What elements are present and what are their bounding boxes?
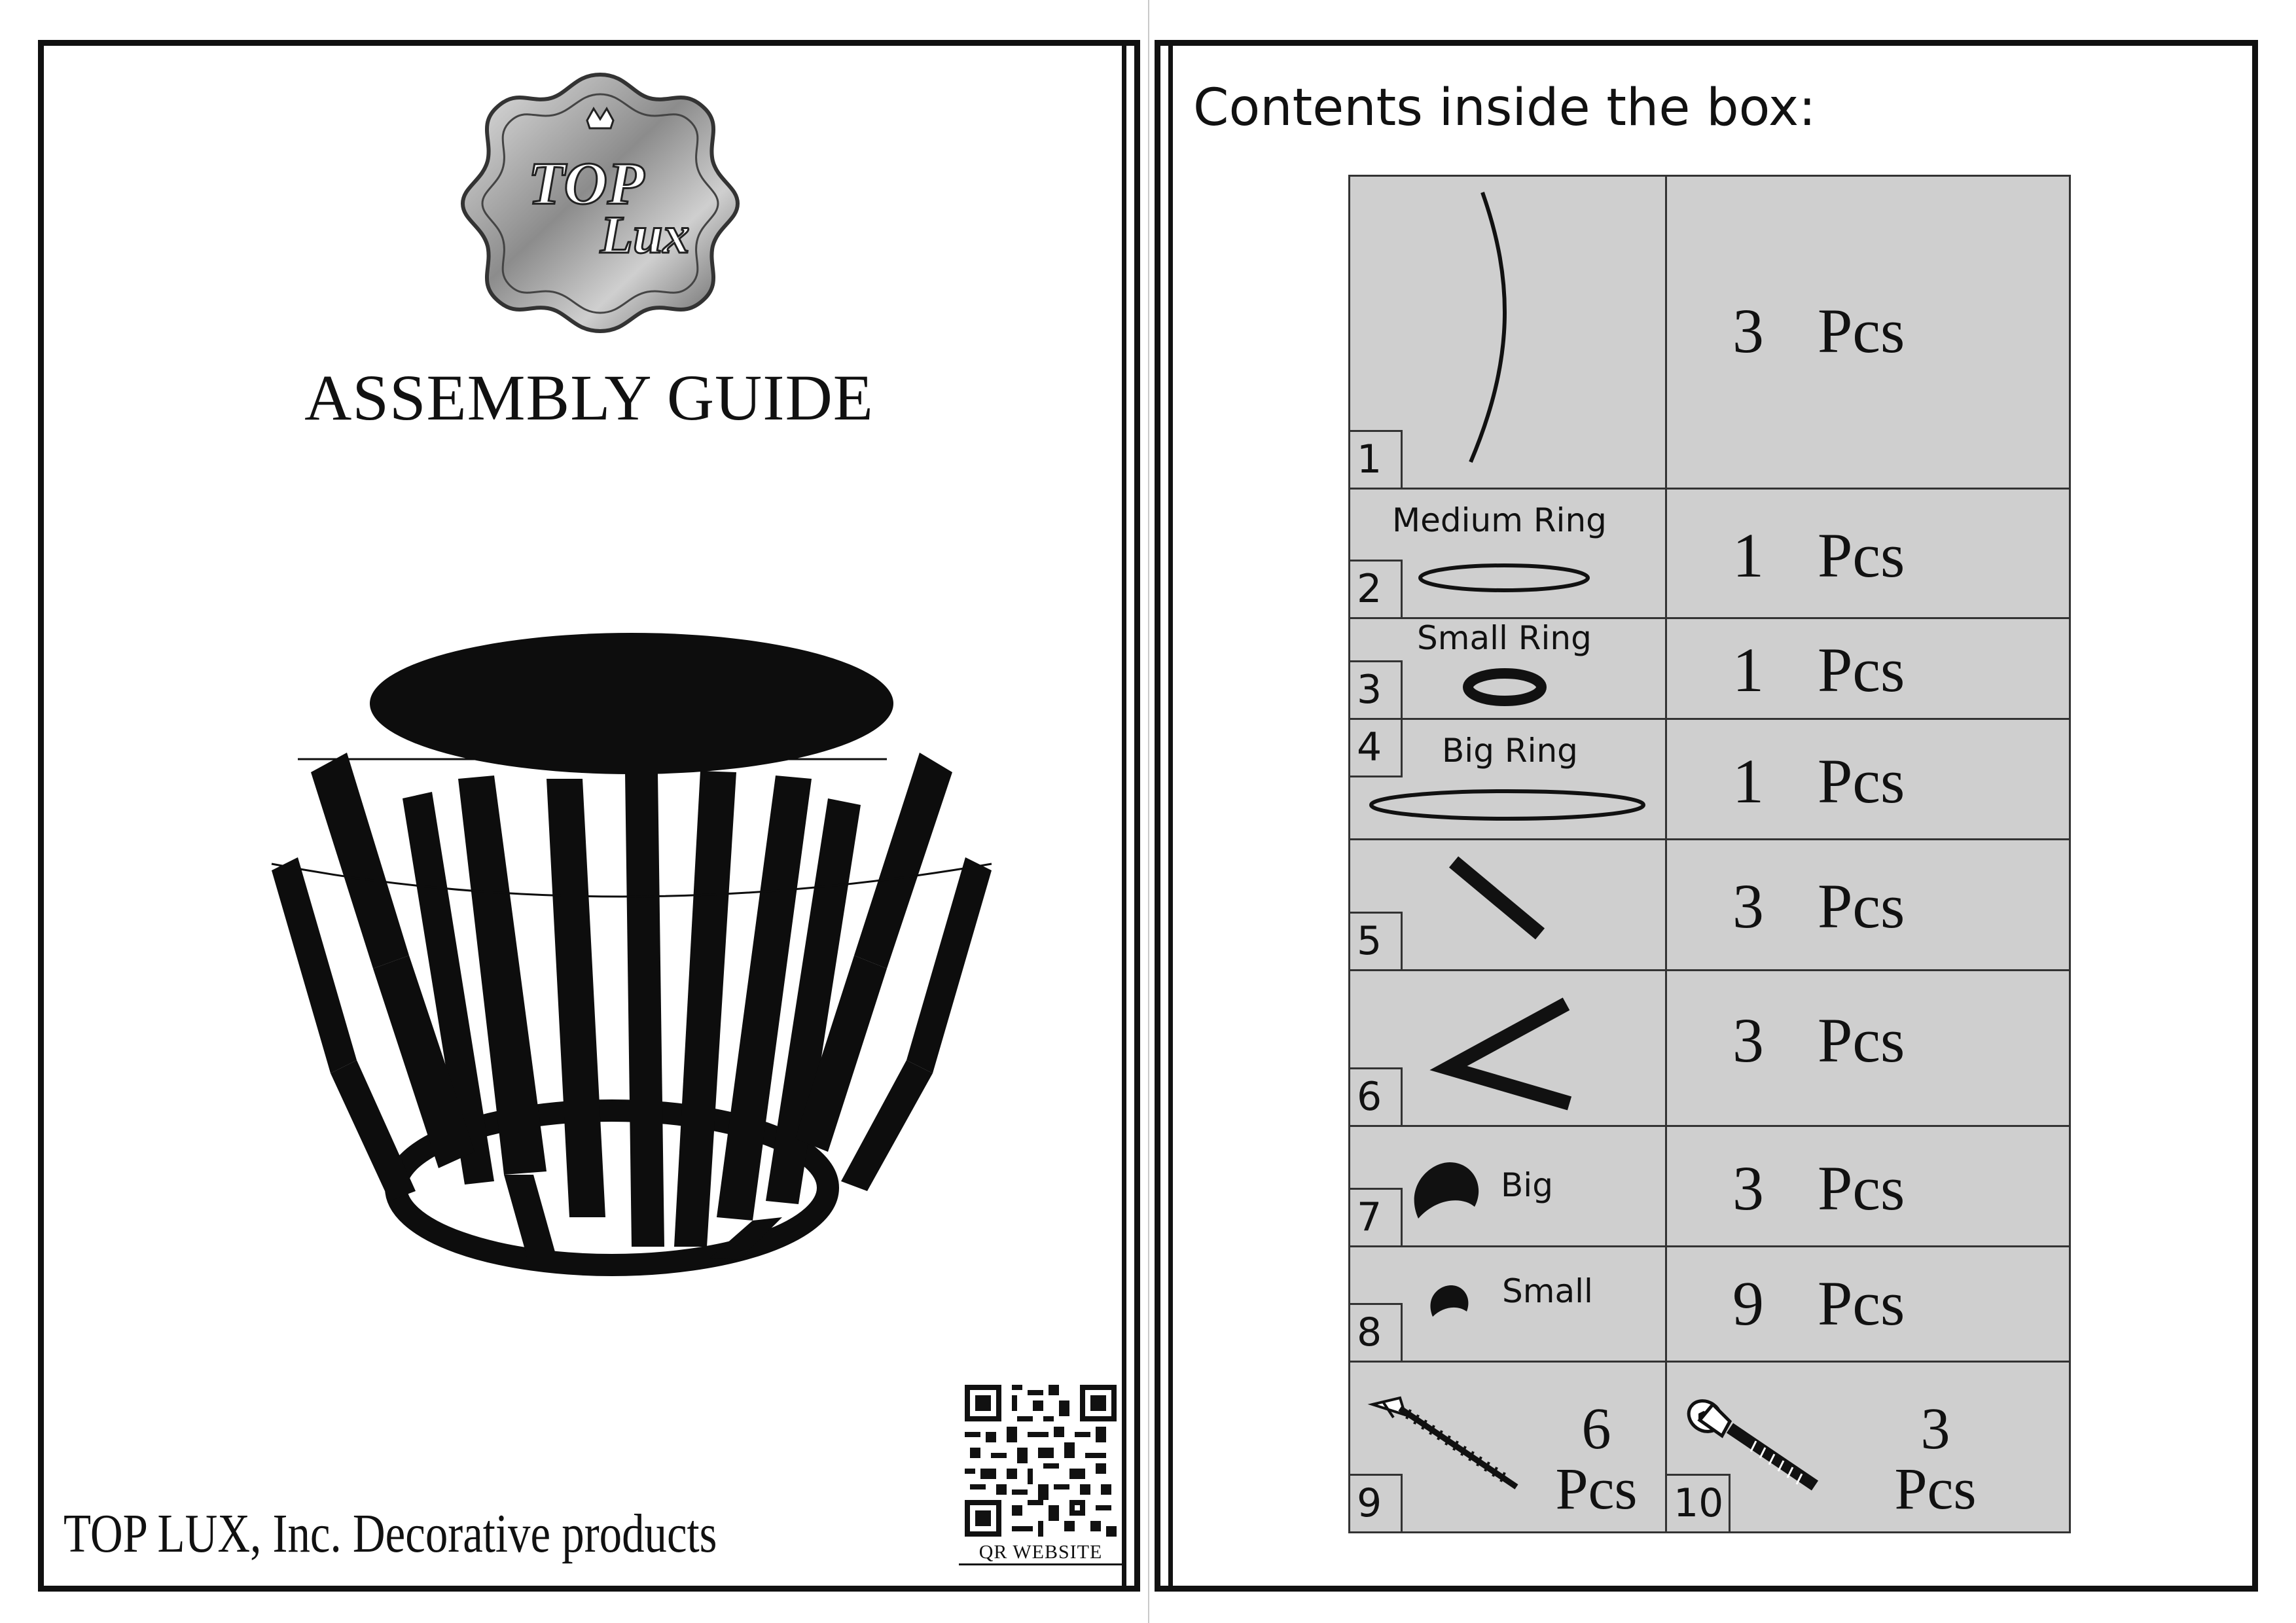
part-qty-cell (1667, 1247, 2069, 1361)
page-fold-line (1148, 0, 1149, 1623)
part-image-cell (1350, 840, 1667, 969)
big-ring-icon (1363, 785, 1651, 825)
contents-page (1155, 40, 2258, 1592)
logo-text-top: TOP (528, 150, 645, 217)
logo-text-lux: Lux (600, 205, 690, 264)
cover-page (38, 40, 1140, 1592)
part-unit: Pcs (1818, 871, 1905, 941)
part-image-cell (1350, 619, 1667, 718)
part-unit: Pcs (1894, 1457, 1977, 1522)
part-label: Big Ring (1442, 732, 1578, 770)
part-qty-cell (1667, 490, 2069, 617)
part-qty: 1 (1732, 635, 1764, 705)
part-image-cell (1350, 720, 1667, 838)
part-number: 1 (1350, 430, 1403, 488)
part-number: 4 (1350, 720, 1403, 777)
small-cap-icon (1427, 1283, 1473, 1322)
part-label: Small Ring (1417, 619, 1592, 657)
part-qty-cell (1667, 1363, 2069, 1531)
part-qty-cell (1667, 840, 2069, 969)
part-number: 5 (1350, 912, 1403, 969)
part-number: 6 (1350, 1067, 1403, 1125)
parts-table (1348, 175, 2071, 1533)
part-unit: Pcs (1818, 296, 1905, 366)
part-image-cell (1350, 1363, 1667, 1531)
part-image-cell (1350, 971, 1667, 1125)
part-qty: 3 (1732, 1005, 1764, 1075)
part-qty: 1 (1732, 746, 1764, 816)
curved-leg-icon (1468, 190, 1520, 465)
part-unit: Pcs (1818, 1005, 1905, 1075)
part-qty-cell (1667, 619, 2069, 718)
part-label: Small (1502, 1272, 1593, 1310)
part-row (1350, 619, 2069, 720)
part-qty-cell (1667, 720, 2069, 838)
part-row (1350, 490, 2069, 619)
short-bar-icon (1448, 857, 1547, 942)
top-lux-logo-icon (456, 63, 744, 338)
part-image-cell (1350, 1127, 1667, 1245)
part-number: 8 (1350, 1303, 1403, 1361)
part-image-cell (1350, 177, 1667, 488)
part-row (1350, 1127, 2069, 1247)
angled-bracket-icon (1435, 997, 1573, 1109)
part-image-cell (1350, 490, 1667, 617)
part-qty: 3 (1920, 1397, 1950, 1461)
part-qty: 3 (1732, 1153, 1764, 1223)
part-qty: 1 (1732, 520, 1764, 590)
stool-illustration (206, 563, 1018, 1302)
part-qty-cell (1667, 1127, 2069, 1245)
qr-code-icon[interactable] (965, 1385, 1117, 1537)
part-image-cell (1350, 1247, 1667, 1361)
part-qty: 9 (1732, 1268, 1764, 1338)
part-label: Medium Ring (1392, 501, 1607, 539)
small-ring-icon (1459, 668, 1551, 707)
double-rule (1122, 46, 1126, 1586)
part-unit: Pcs (1818, 520, 1905, 590)
part-label: Big (1501, 1166, 1553, 1204)
part-qty-cell (1667, 177, 2069, 488)
part-row (1350, 720, 2069, 840)
double-rule (1168, 46, 1173, 1586)
part-qty: 3 (1732, 296, 1764, 366)
part-unit: Pcs (1818, 1153, 1905, 1223)
part-number: 2 (1350, 560, 1403, 617)
part-number: 10 (1667, 1474, 1731, 1531)
part-row (1350, 1363, 2069, 1531)
page-title: ASSEMBLY GUIDE (304, 361, 874, 434)
part-unit: Pcs (1818, 635, 1905, 705)
company-name: TOP LUX, Inc. Decorative products (63, 1503, 717, 1564)
part-row (1350, 177, 2069, 490)
medium-ring-icon (1416, 562, 1592, 594)
qr-caption: QR WEBSITE (959, 1541, 1122, 1565)
part-row (1350, 1247, 2069, 1363)
part-qty-cell (1667, 971, 2069, 1125)
contents-title: Contents inside the box: (1193, 79, 1816, 137)
part-row (1350, 840, 2069, 971)
part-qty: 3 (1732, 871, 1764, 941)
part-unit: Pcs (1555, 1457, 1638, 1522)
part-unit: Pcs (1818, 746, 1905, 816)
part-qty: 6 (1581, 1397, 1611, 1461)
part-number: 3 (1350, 660, 1403, 718)
part-unit: Pcs (1818, 1268, 1905, 1338)
part-number: 7 (1350, 1188, 1403, 1245)
big-cap-icon (1410, 1160, 1482, 1225)
part-number: 9 (1350, 1474, 1403, 1531)
part-row (1350, 971, 2069, 1127)
